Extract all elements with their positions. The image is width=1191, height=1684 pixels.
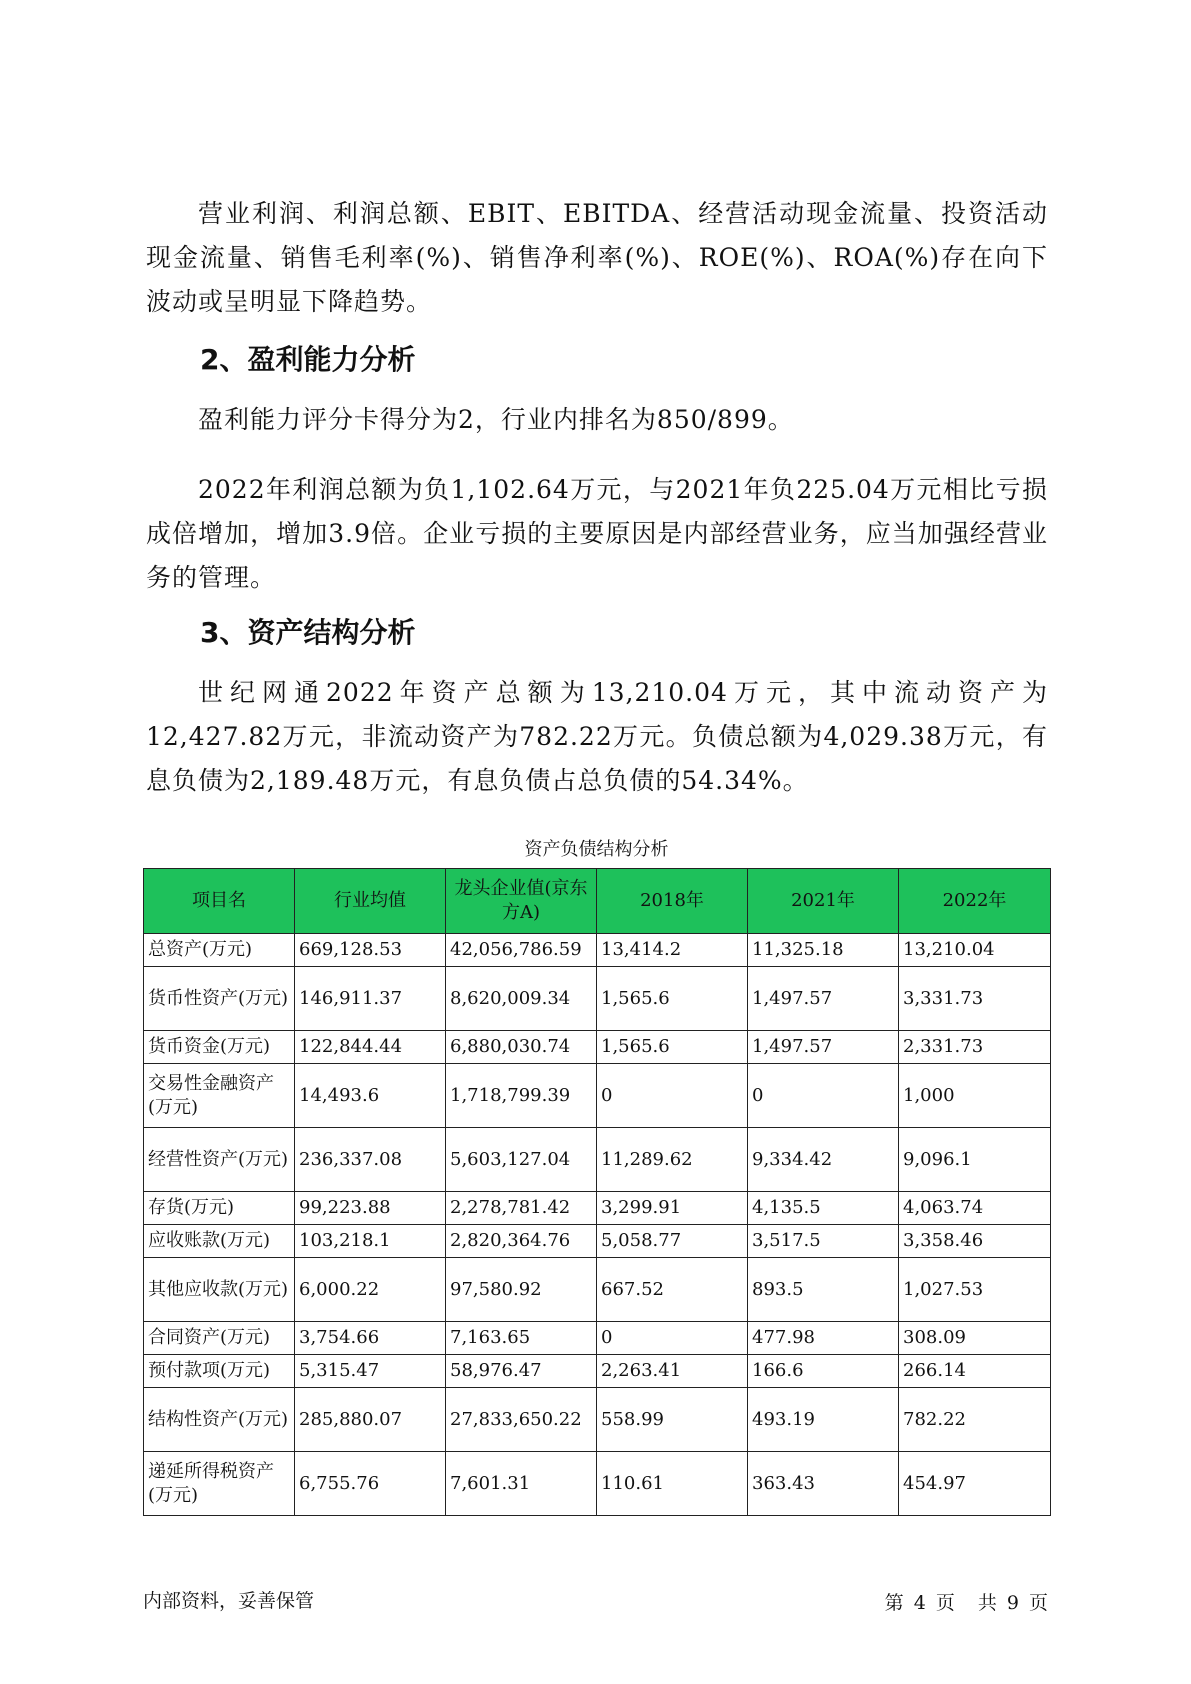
table-cell: 7,163.65 [446, 1322, 597, 1355]
table-cell: 9,334.42 [748, 1128, 899, 1192]
paragraph-profit-loss: 2022年利润总额为负1,102.64万元，与2021年负225.04万元相比亏损成倍增加，增加3.9倍。企业亏损的主要原因是内部经营业务，应当加强经营业务的管理。 [146, 475, 1048, 592]
table-cell: 236,337.08 [295, 1128, 446, 1192]
table-row [144, 1322, 1051, 1355]
table-cell: 146,911.37 [295, 967, 446, 1031]
table-cell: 42,056,786.59 [446, 934, 597, 967]
table-row [144, 1225, 1051, 1258]
table-row [144, 934, 1051, 967]
table-cell: 308.09 [899, 1322, 1051, 1355]
table-cell: 2,263.41 [597, 1355, 748, 1388]
column-header: 2022年 [899, 869, 1051, 934]
paragraph-asset-summary: 世纪网通2022年资产总额为13,210.04万元，其中流动资产为12,427.82万元，非流动资产为782.22万元。负债总额为4,029.38万元，有息负债为2,189.48万元，有息负债占总负债的54.34%。 [146, 678, 1048, 795]
table-cell: 1,497.57 [748, 967, 899, 1031]
table-cell: 58,976.47 [446, 1355, 597, 1388]
table-cell: 2,278,781.42 [446, 1192, 597, 1225]
table-cell: 8,620,009.34 [446, 967, 597, 1031]
table-row [144, 1192, 1051, 1225]
table-cell: 122,844.44 [295, 1031, 446, 1064]
table-cell: 1,027.53 [899, 1258, 1051, 1322]
table-row [144, 1388, 1051, 1452]
table-cell: 11,325.18 [748, 934, 899, 967]
table-cell: 5,603,127.04 [446, 1128, 597, 1192]
section-heading-profitability: 2、盈利能力分析 [200, 343, 416, 376]
table-cell: 1,718,799.39 [446, 1064, 597, 1128]
table-cell: 2,820,364.76 [446, 1225, 597, 1258]
table-cell: 6,755.76 [295, 1452, 446, 1516]
row-label-cell: 递延所得税资产(万元) [144, 1452, 295, 1516]
table-cell: 667.52 [597, 1258, 748, 1322]
section-heading-asset-structure: 3、资产结构分析 [200, 616, 416, 649]
paragraph-decline-metrics: 营业利润、利润总额、EBIT、EBITDA、经营活动现金流量、投资活动现金流量、销售毛利率(%)、销售净利率(%)、ROE(%)、ROA(%)存在向下波动或呈明显下降趋势。 [146, 199, 1048, 316]
row-label-cell: 应收账款(万元) [144, 1225, 295, 1258]
table-cell: 7,601.31 [446, 1452, 597, 1516]
table-cell: 6,880,030.74 [446, 1031, 597, 1064]
table-cell: 6,000.22 [295, 1258, 446, 1322]
footer-confidential-note: 内部资料，妥善保管 [143, 1590, 315, 1612]
table-cell: 5,315.47 [295, 1355, 446, 1388]
table-cell: 3,754.66 [295, 1322, 446, 1355]
column-header: 2021年 [748, 869, 899, 934]
table-cell: 3,299.91 [597, 1192, 748, 1225]
row-label-cell: 其他应收款(万元) [144, 1258, 295, 1322]
table-cell: 454.97 [899, 1452, 1051, 1516]
table-cell: 13,414.2 [597, 934, 748, 967]
table-cell: 11,289.62 [597, 1128, 748, 1192]
table-row [144, 1064, 1051, 1128]
table-cell: 477.98 [748, 1322, 899, 1355]
table-cell: 14,493.6 [295, 1064, 446, 1128]
table-row [144, 1355, 1051, 1388]
row-label-cell: 经营性资产(万元) [144, 1128, 295, 1192]
table-cell: 0 [748, 1064, 899, 1128]
table-cell: 166.6 [748, 1355, 899, 1388]
table-cell: 266.14 [899, 1355, 1051, 1388]
table-cell: 363.43 [748, 1452, 899, 1516]
table-cell: 493.19 [748, 1388, 899, 1452]
table-cell: 285,880.07 [295, 1388, 446, 1452]
table-cell: 3,331.73 [899, 967, 1051, 1031]
row-label-cell: 存货(万元) [144, 1192, 295, 1225]
row-label-cell: 结构性资产(万元) [144, 1388, 295, 1452]
table-cell: 1,497.57 [748, 1031, 899, 1064]
table-header-row [144, 869, 1051, 934]
column-header: 项目名 [144, 869, 295, 934]
table-cell: 97,580.92 [446, 1258, 597, 1322]
row-label-cell: 货币性资产(万元) [144, 967, 295, 1031]
table-row [144, 1031, 1051, 1064]
table-cell: 1,565.6 [597, 967, 748, 1031]
table-cell: 4,063.74 [899, 1192, 1051, 1225]
table-row [144, 967, 1051, 1031]
row-label-cell: 交易性金融资产(万元) [144, 1064, 295, 1128]
table-cell: 782.22 [899, 1388, 1051, 1452]
page-number: 第 4 页 共 9 页 [884, 1592, 1050, 1614]
table-row [144, 1128, 1051, 1192]
table-cell: 0 [597, 1322, 748, 1355]
table-cell: 3,517.5 [748, 1225, 899, 1258]
row-label-cell: 合同资产(万元) [144, 1322, 295, 1355]
table-cell: 110.61 [597, 1452, 748, 1516]
table-cell: 4,135.5 [748, 1192, 899, 1225]
table-caption: 资产负债结构分析 [524, 839, 669, 860]
table-cell: 99,223.88 [295, 1192, 446, 1225]
column-header: 2018年 [597, 869, 748, 934]
balance-structure-table [143, 868, 1051, 1516]
row-label-cell: 货币资金(万元) [144, 1031, 295, 1064]
column-header: 龙头企业值(京东方A) [446, 869, 597, 934]
table-cell: 103,218.1 [295, 1225, 446, 1258]
table-row [144, 1452, 1051, 1516]
table-cell: 1,000 [899, 1064, 1051, 1128]
table-cell: 13,210.04 [899, 934, 1051, 967]
table-row [144, 1258, 1051, 1322]
paragraph-profit-score: 盈利能力评分卡得分为2，行业内排名为850/899。 [198, 405, 794, 434]
table-cell: 669,128.53 [295, 934, 446, 967]
table-cell: 2,331.73 [899, 1031, 1051, 1064]
table-cell: 27,833,650.22 [446, 1388, 597, 1452]
row-label-cell: 总资产(万元) [144, 934, 295, 967]
table-cell: 558.99 [597, 1388, 748, 1452]
table-cell: 5,058.77 [597, 1225, 748, 1258]
table-cell: 0 [597, 1064, 748, 1128]
table-cell: 9,096.1 [899, 1128, 1051, 1192]
table-cell: 893.5 [748, 1258, 899, 1322]
table-cell: 1,565.6 [597, 1031, 748, 1064]
row-label-cell: 预付款项(万元) [144, 1355, 295, 1388]
table-cell: 3,358.46 [899, 1225, 1051, 1258]
column-header: 行业均值 [295, 869, 446, 934]
